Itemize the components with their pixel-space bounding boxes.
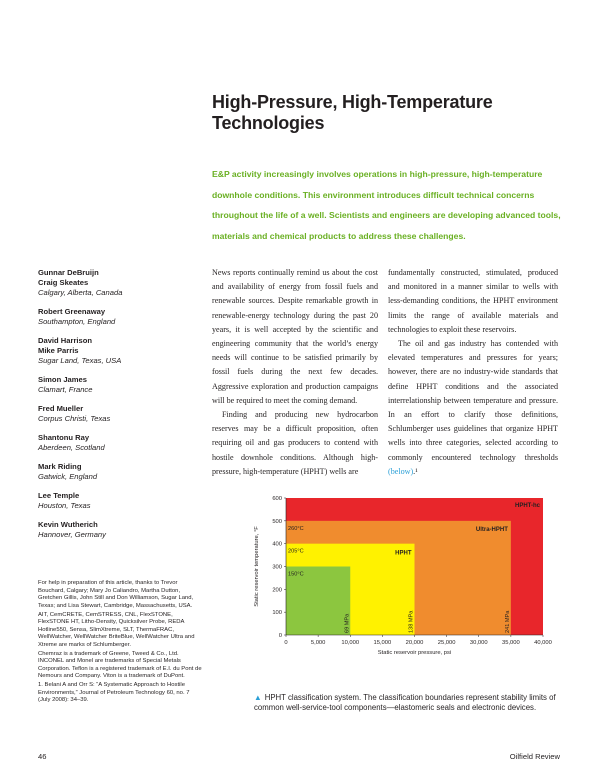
chart-y-tick-label: 400	[272, 541, 282, 548]
author-group	[38, 404, 198, 424]
author-name: Robert Greenaway	[38, 307, 106, 316]
caption-text: HPHT classification system. The classification boundaries represent stability limits of common well-service-tool components—elastomeric seals and electronic devices.	[254, 693, 556, 712]
body-paragraph: fundamentally constructed, stimulated, produced and monitored in a manner similar to wells with less-demanding conditions, the HPHT environment limits the range of available materials and technologies to exploit these reservoirs.	[388, 268, 558, 334]
author-name: David Harrison	[38, 336, 93, 345]
body-column-1	[212, 266, 378, 479]
notes-block	[38, 580, 203, 706]
chart-pressure-label: 138 MPa	[408, 610, 415, 633]
author-name: Craig Skeates	[38, 278, 89, 287]
chart-x-tick-label: 35,000	[502, 640, 520, 646]
author-list	[38, 268, 198, 549]
chart-region-label: HPHT	[395, 550, 412, 557]
chart-pressure-label: 69 MPa	[344, 613, 351, 633]
chart-temperature-label: 205°C	[288, 548, 304, 555]
chart-region-label: Ultra-HPHT	[475, 526, 508, 533]
author-location: Sugar Land, Texas, USA	[38, 356, 122, 365]
figure-reference-link[interactable]: (below)	[388, 466, 414, 476]
chart-x-tick-label: 0	[284, 640, 288, 646]
author-name: Mark Riding	[38, 462, 82, 471]
author-location: Clamart, France	[38, 385, 93, 394]
chart-y-tick-label: 200	[272, 587, 282, 594]
author-name: Simon James	[38, 375, 87, 384]
page-number: 46	[38, 752, 47, 761]
body-text: The oil and gas industry has contended with elevated temperatures and pressures for years; however, there are no industry-wide standards that define HPHT conditions and the associated interrelationship between temperature and pressure. In an effort to clarify those definitions, Schlumberger uses guidelines that organize HPHT wells into three categories, selected according to commonly encountered technology thresholds	[388, 339, 558, 462]
author-location: Aberdeen, Scotland	[38, 443, 105, 452]
author-group	[38, 307, 198, 327]
author-name: Kevin Wutherich	[38, 520, 98, 529]
chart-y-tick-label: 600	[272, 496, 282, 502]
caption-triangle-icon: ▲	[254, 693, 262, 702]
acknowledgment-note: For help in preparation of this article, thanks to Trevor Bouchard, Calgary; Mary Jo Caliandro, Martha Dutton, Gretchen Gillis, John Still and Don Williamson, Sugar Land, Texas; and Lisa Stewart, Cambridge, Massachusetts, USA.	[38, 580, 194, 609]
author-name: Mike Parris	[38, 346, 79, 355]
author-group	[38, 433, 198, 453]
footnote-ref: .¹	[413, 466, 418, 476]
footnote-1: 1. Belani A and Orr S: “A Systematic Approach to Hostile Environments,” Journal of Petroleum Technology 60, no. 7 (July 2008): 34–39.	[38, 682, 190, 703]
author-name: Fred Mueller	[38, 404, 84, 413]
author-group	[38, 491, 198, 511]
author-group	[38, 268, 198, 298]
chart-x-tick-label: 25,000	[437, 640, 456, 646]
lead-paragraph: E&P activity increasingly involves operations in high-pressure, high-temperature downhole conditions. This environment introduces difficult technical concerns throughout the life of a well. Scientists and engineers are developing advanced tools, materials and chemical products to address these challenges.	[212, 169, 561, 241]
author-location: Southampton, England	[38, 317, 116, 326]
chart-temperature-label: 260°C	[288, 525, 304, 532]
chart-y-tick-label: 300	[272, 564, 282, 571]
body-column-2	[388, 266, 558, 479]
journal-name: Oilfield Review	[509, 752, 560, 761]
author-group	[38, 375, 198, 395]
author-group	[38, 462, 198, 482]
chart-y-tick-label: 0	[278, 633, 282, 639]
hpht-classification-chart	[242, 484, 572, 690]
author-location: Gatwick, England	[38, 472, 98, 481]
chart-y-tick-label: 500	[272, 518, 282, 525]
chart-x-axis-title: Static reservoir pressure, psi	[377, 650, 452, 656]
chart-region-label: HPHT-hc	[514, 503, 540, 509]
author-group	[38, 520, 198, 540]
chart-temperature-label: 150°C	[288, 571, 304, 578]
body-paragraph: News reports continually remind us about the cost and availability of energy from fossil fuels and renewable sources. Despite remarkable growth in renewable-energy technology during the past 20 years, it is well accepted by the scientific and engineering community that the world’s energy needs will continue to be satisfied primarily by fossil fuels during the next few decades. Aggressive exploration and production campaigns will be required to meet the coming demand.	[212, 268, 378, 405]
author-name: Gunnar DeBruijn	[38, 268, 99, 277]
chart-x-tick-label: 30,000	[469, 640, 488, 646]
chart-y-tick-label: 100	[272, 610, 282, 617]
chart-y-axis-title: Static reservoir temperature, °F	[254, 526, 260, 607]
article-title: High-Pressure, High-Temperature Technologies	[212, 92, 493, 133]
chart-x-tick-label: 20,000	[405, 640, 424, 646]
author-location: Corpus Christi, Texas	[38, 414, 111, 423]
chart-x-tick-label: 5,000	[310, 640, 326, 646]
chart-x-tick-label: 40,000	[534, 640, 552, 646]
author-name: Shantonu Ray	[38, 433, 90, 442]
trademark-note: AIT, CemCRETE, CemSTRESS, CNL, FlexSTONE, FlexSTONE HT, Litho-Density, Quicksilver Probe, REDA Hotline550, Sensa, SlimXtreme, SLT, ThermaFRAC, WellWatcher, WellWatcher BriteBlue, WellWatcher Ultra and Xtreme are marks of Schlumberger.	[38, 611, 195, 648]
chart-pressure-label: 241 MPa	[504, 610, 511, 633]
author-location: Hannover, Germany	[38, 530, 106, 539]
author-group	[38, 336, 198, 366]
chart-x-tick-label: 15,000	[373, 640, 392, 646]
body-paragraph: Finding and producing new hydrocarbon reserves may be a difficult proposition, often requiring oil and gas producers to contend with hostile downhole conditions. Although high-pressure, high-temperature (HPHT) wells are	[212, 410, 378, 476]
author-location: Calgary, Alberta, Canada	[38, 288, 123, 297]
body-paragraph	[388, 337, 558, 479]
figure-caption	[254, 693, 574, 713]
chart-x-tick-label: 10,000	[341, 640, 360, 646]
author-location: Houston, Texas	[38, 501, 91, 510]
author-name: Lee Temple	[38, 491, 80, 500]
third-party-trademark-note: Chemraz is a trademark of Greene, Tweed & Co., Ltd. INCONEL and Monel are trademarks of Special Metals Corporation. Teflon is a registered trademark of E.I. du Pont de Nemours and Company. Viton is a trademark of DuPont.	[38, 650, 202, 679]
